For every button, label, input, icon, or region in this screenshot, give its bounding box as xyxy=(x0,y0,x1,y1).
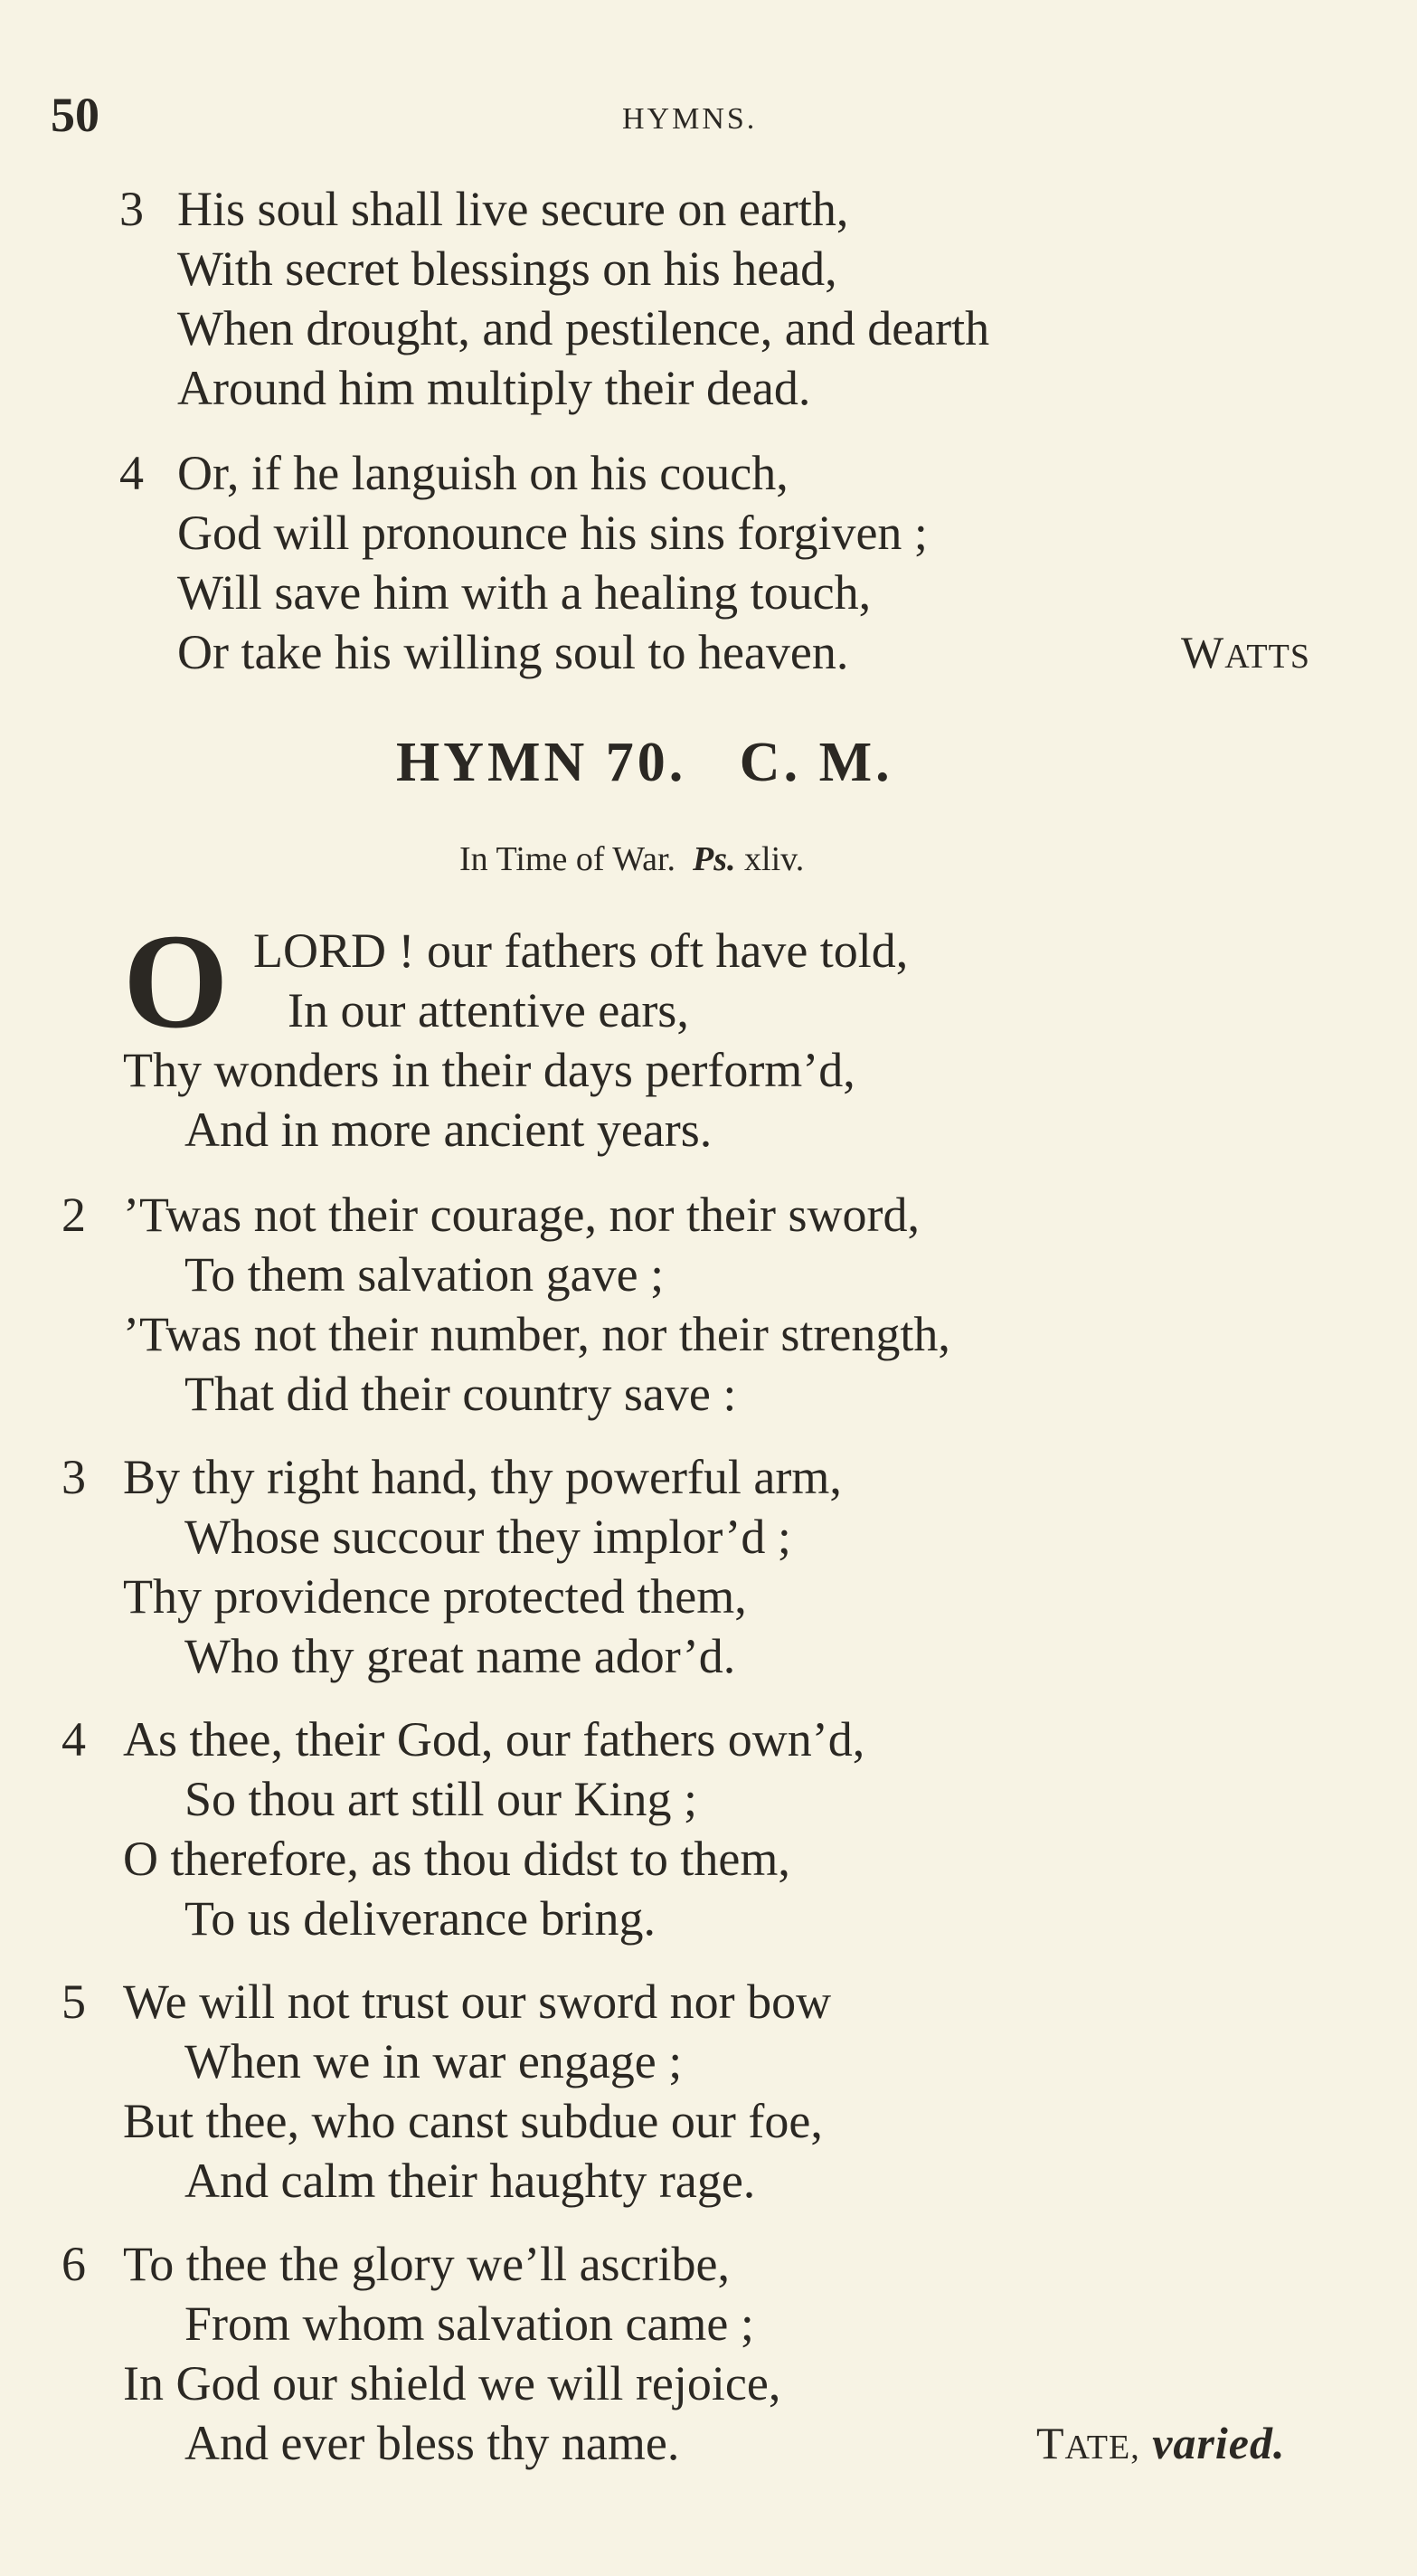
verse-line: We will not trust our sword nor bow xyxy=(123,1975,832,2029)
subtitle-ref: xliv. xyxy=(744,840,805,878)
stanza-number: 6 xyxy=(61,2237,86,2291)
verse-line: And calm their haughty rage. xyxy=(184,2154,756,2208)
verse-line: Whose succour they implor’d ; xyxy=(184,1510,791,1564)
verse-line: And in more ancient years. xyxy=(184,1103,713,1157)
stanza-number: 4 xyxy=(61,1712,86,1766)
running-head: HYMNS. xyxy=(622,102,758,136)
verse-line: Will save him with a healing touch, xyxy=(177,565,872,620)
verse-line: ’Twas not their number, nor their strength, xyxy=(123,1307,950,1361)
verse-line: Or, if he languish on his couch, xyxy=(177,446,789,500)
verse-line: Around him multiply their dead. xyxy=(177,361,811,415)
verse-line: LORD ! our fathers oft have told, xyxy=(253,923,909,978)
verse-line: Thy wonders in their days perform’d, xyxy=(123,1043,855,1097)
author-rest: ATTS xyxy=(1224,638,1310,676)
author-attribution xyxy=(1181,626,1310,678)
verse-line: In our attentive ears, xyxy=(288,983,689,1037)
verse-line: His soul shall live secure on earth, xyxy=(177,182,849,236)
stanza-number: 4 xyxy=(119,446,144,500)
verse-line: To us deliverance bring. xyxy=(184,1891,657,1946)
verse-line: But thee, who canst subdue our foe, xyxy=(123,2094,823,2148)
stanza-number: 3 xyxy=(119,182,144,236)
verse-line: With secret blessings on his head, xyxy=(177,242,837,296)
verse-line: So thou art still our King ; xyxy=(184,1772,697,1826)
verse-line: By thy right hand, thy powerful arm, xyxy=(123,1450,842,1504)
stanza-number: 3 xyxy=(61,1450,86,1504)
subtitle-ps: Ps. xyxy=(693,840,736,878)
verse-line: ’Twas not their courage, nor their sword, xyxy=(123,1188,920,1242)
hymn-title: HYMN 70. C. M. xyxy=(396,732,893,793)
verse-line: That did their country save : xyxy=(184,1367,737,1421)
author-initial: W xyxy=(1181,627,1225,677)
author-initial: T xyxy=(1036,2418,1065,2468)
verse-line: Or take his willing soul to heaven. xyxy=(177,625,849,679)
verse-line: In God our shield we will rejoice, xyxy=(123,2356,781,2410)
stanza-number: 5 xyxy=(61,1975,86,2029)
verse-line: Thy providence protected them, xyxy=(123,1569,747,1624)
stanza-number: 2 xyxy=(61,1188,86,1242)
verse-line: And ever bless thy name. xyxy=(184,2416,680,2470)
author-attribution xyxy=(1036,2417,1285,2469)
verse-line: As thee, their God, our fathers own’d, xyxy=(123,1712,865,1766)
subtitle-prefix: In Time of War. xyxy=(459,840,676,878)
verse-line: From whom salvation came ; xyxy=(184,2297,754,2351)
author-rest: ATE, xyxy=(1064,2429,1140,2467)
verse-line: God will pronounce his sins forgiven ; xyxy=(177,506,928,560)
verse-line: O therefore, as thou didst to them, xyxy=(123,1832,790,1886)
verse-line: Who thy great name ador’d. xyxy=(184,1629,736,1683)
author-note: varied. xyxy=(1152,2418,1286,2468)
verse-line: When drought, and pestilence, and dearth xyxy=(177,301,990,355)
drop-cap: O xyxy=(123,906,229,1056)
verse-line: When we in war engage ; xyxy=(184,2034,683,2088)
verse-line: To them salvation gave ; xyxy=(184,1247,665,1302)
verse-line: To thee the glory we’ll ascribe, xyxy=(123,2237,730,2291)
page-number: 50 xyxy=(51,88,99,142)
hymn-subtitle xyxy=(459,839,804,879)
